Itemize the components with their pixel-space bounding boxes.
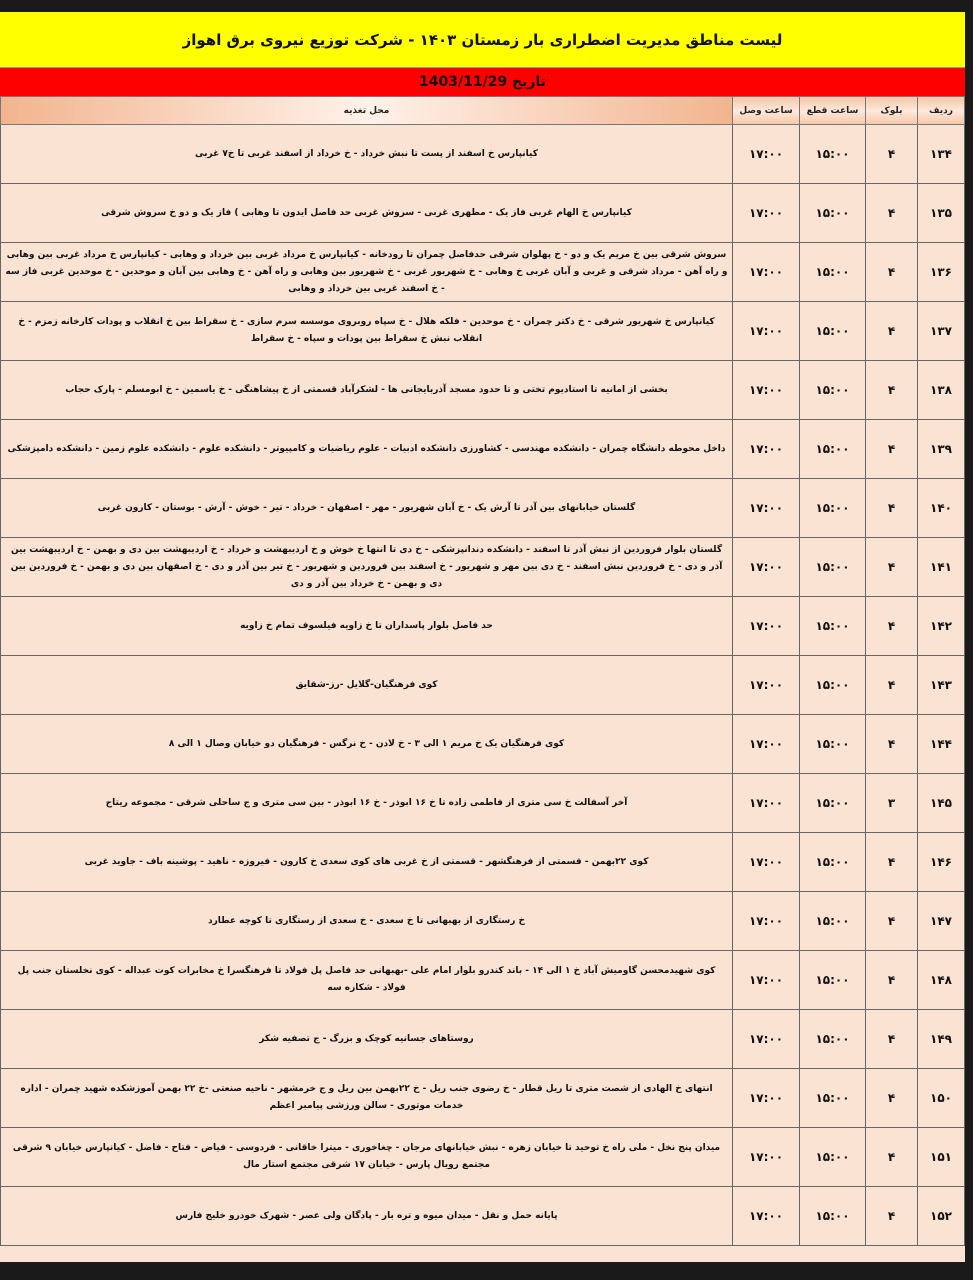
connect-time: ۱۷:۰۰ xyxy=(733,184,800,243)
location: گلستان خیابانهای بین آذر تا آرش یک - خ آبان شهریور - مهر - اصفهان - خرداد - تیر - خوش - آرش - بوستان - کارون غربی xyxy=(1,479,733,538)
schedule-sheet xyxy=(0,12,965,1262)
header-row-number: ردیف xyxy=(918,97,965,125)
table-row xyxy=(1,892,965,951)
block-number: ۳ xyxy=(866,774,918,833)
header-location: محل تغذیه xyxy=(1,97,733,125)
location: کوی فرهنگیان یک خ مریم ۱ الی ۳ - خ لادن - خ نرگس - فرهنگیان دو خیابان وصال ۱ الی ۸ xyxy=(1,715,733,774)
block-number: ۴ xyxy=(866,1010,918,1069)
cut-time: ۱۵:۰۰ xyxy=(800,892,866,951)
connect-time: ۱۷:۰۰ xyxy=(733,951,800,1010)
table-row xyxy=(1,833,965,892)
table-row xyxy=(1,715,965,774)
cut-time: ۱۵:۰۰ xyxy=(800,774,866,833)
block-number: ۴ xyxy=(866,892,918,951)
location: حد فاصل بلوار پاسداران تا خ زاویه فیلسوف تمام خ زاویه xyxy=(1,597,733,656)
connect-time: ۱۷:۰۰ xyxy=(733,656,800,715)
connect-time: ۱۷:۰۰ xyxy=(733,774,800,833)
block-number: ۴ xyxy=(866,243,918,302)
block-number: ۴ xyxy=(866,597,918,656)
location: کیانپارس خ شهریور شرقی - خ دکتر چمران - خ موحدین - فلکه هلال - خ سپاه روبروی موسسه سرم سازی - خ سقراط بین خ انقلاب و پودات کارخانه زمزم - خ انقلاب نبش خ سقراط بین پودات و سپاه - خ سقراط xyxy=(1,302,733,361)
location: کیانپارس خ اسفند از پست تا نبش خرداد - خ خرداد از اسفند غربی تا خ۷ غربی xyxy=(1,125,733,184)
location: داخل محوطه دانشگاه چمران - دانشکده مهندسی - کشاورزی دانشکده ادبیات - علوم ریاضیات و کامپیوتر - دانشکده علوم - دانشکده علوم زمین - دانشکده دامپزشکی xyxy=(1,420,733,479)
row-number: ۱۴۶ xyxy=(918,833,965,892)
table-row xyxy=(1,951,965,1010)
block-number: ۴ xyxy=(866,361,918,420)
location: میدان پنج نخل - ملی راه خ توحید تا خیابان زهره - نبش خیابانهای مرجان - چغاخوری - میترا خاقانی - فردوسی - فیاض - فتاح - فاضل - کیانپارس خیابان ۹ شرقی مجتمع رویال پارس - خیابان ۱۷ شرقی مجتمع استار مال xyxy=(1,1128,733,1187)
header-cut-time: ساعت قطع xyxy=(800,97,866,125)
connect-time: ۱۷:۰۰ xyxy=(733,1187,800,1246)
connect-time: ۱۷:۰۰ xyxy=(733,1128,800,1187)
table-row xyxy=(1,656,965,715)
table-row xyxy=(1,479,965,538)
row-number: ۱۵۲ xyxy=(918,1187,965,1246)
location: خ رستگاری از بهبهانی تا خ سعدی - خ سعدی از رستگاری تا کوچه عطارد xyxy=(1,892,733,951)
row-number: ۱۳۸ xyxy=(918,361,965,420)
location: سروش شرقی بین خ مریم یک و دو - خ پهلوان شرقی حدفاصل چمران تا رودخانه - کیانپارس خ مرداد غربی بین خرداد و وهابی - کیانپارس خ مرداد غربی بین وهابی و راه آهن - مرداد شرقی و غربی و آبان غربی خ وهابی - خ شهریور غربی - خ شهریور بین وهابی و راه آهن - خ وهابی بین آبان و موحدین - خ موحدین غربی فاز سه - خ اسفند غربی بین خرداد و وهابی xyxy=(1,243,733,302)
cut-time: ۱۵:۰۰ xyxy=(800,1187,866,1246)
table-row xyxy=(1,538,965,597)
block-number: ۴ xyxy=(866,656,918,715)
block-number: ۴ xyxy=(866,479,918,538)
connect-time: ۱۷:۰۰ xyxy=(733,538,800,597)
block-number: ۴ xyxy=(866,538,918,597)
block-number: ۴ xyxy=(866,1069,918,1128)
connect-time: ۱۷:۰۰ xyxy=(733,479,800,538)
cut-time: ۱۵:۰۰ xyxy=(800,479,866,538)
row-number: ۱۳۷ xyxy=(918,302,965,361)
table-row xyxy=(1,597,965,656)
row-number: ۱۴۵ xyxy=(918,774,965,833)
connect-time: ۱۷:۰۰ xyxy=(733,125,800,184)
connect-time: ۱۷:۰۰ xyxy=(733,361,800,420)
location: گلستان بلوار فروردین از نبش آذر تا اسفند - دانشکده دندانپزشکی - خ دی تا انتها خ خوش و خ اردیبهشت و خرداد - خ اردیبهشت بین دی و بهمن - خ اردیبهشت بین آذر و دی - خ فروردین نبش اسفند - خ دی بین مهر و شهریور - خ اسفند بین فروردین و شهریور - خ تیر بین آذر و دی - خ اصفهان بین دی و بهمن - خ فروردین بین دی و بهمن - خ خرداد بین آذر و دی xyxy=(1,538,733,597)
row-number: ۱۴۸ xyxy=(918,951,965,1010)
table-row xyxy=(1,420,965,479)
cut-time: ۱۵:۰۰ xyxy=(800,361,866,420)
block-number: ۴ xyxy=(866,951,918,1010)
cut-time: ۱۵:۰۰ xyxy=(800,1069,866,1128)
table-row xyxy=(1,184,965,243)
cut-time: ۱۵:۰۰ xyxy=(800,951,866,1010)
date-banner: تاریخ 1403/11/29 xyxy=(0,68,965,96)
cut-time: ۱۵:۰۰ xyxy=(800,125,866,184)
connect-time: ۱۷:۰۰ xyxy=(733,1069,800,1128)
connect-time: ۱۷:۰۰ xyxy=(733,892,800,951)
location: کوی شهیدمحسن گاومیش آباد خ ۱ الی ۱۴ - باند کندرو بلوار امام علی -بهبهانی حد فاصل پل فولاد تا فرهنگسرا خ مخابرات کوت عبداله - کوی نخلستان جنب پل فولاد - شکاره سه xyxy=(1,951,733,1010)
location: روستاهای جسانیه کوچک و بزرگ - ج تصفیه شکر xyxy=(1,1010,733,1069)
location: کیانپارس خ الهام غربی فاز یک - مطهری غربی - سروش غربی حد فاصل ایدون تا وهابی ) فاز یک و دو خ سروش شرقی xyxy=(1,184,733,243)
location: آخر آسفالت خ سی متری از فاطمی زاده تا خ ۱۶ ابوذر - خ ۱۶ ابوذر - بین سی متری و ج ساحلی شرقی - مجموعه ریتاج xyxy=(1,774,733,833)
row-number: ۱۴۹ xyxy=(918,1010,965,1069)
table-row xyxy=(1,243,965,302)
table-row xyxy=(1,1069,965,1128)
cut-time: ۱۵:۰۰ xyxy=(800,597,866,656)
table-row xyxy=(1,1010,965,1069)
row-number: ۱۴۰ xyxy=(918,479,965,538)
outage-table xyxy=(0,96,965,1246)
cut-time: ۱۵:۰۰ xyxy=(800,302,866,361)
row-number: ۱۳۶ xyxy=(918,243,965,302)
row-number: ۱۳۴ xyxy=(918,125,965,184)
block-number: ۴ xyxy=(866,184,918,243)
connect-time: ۱۷:۰۰ xyxy=(733,1010,800,1069)
cut-time: ۱۵:۰۰ xyxy=(800,715,866,774)
table-header xyxy=(1,97,965,125)
connect-time: ۱۷:۰۰ xyxy=(733,243,800,302)
page-title: لیست مناطق مدیریت اضطراری بار زمستان ۱۴۰۳ - شرکت توزیع نیروی برق اهواز xyxy=(0,12,965,68)
connect-time: ۱۷:۰۰ xyxy=(733,420,800,479)
location: کوی ۲۲بهمن - قسمتی از فرهنگشهر - قسمتی از خ غربی های کوی سعدی خ کارون - فیروزه - ناهید - پوشینه باف - جاوید غربی xyxy=(1,833,733,892)
cut-time: ۱۵:۰۰ xyxy=(800,833,866,892)
row-number: ۱۴۷ xyxy=(918,892,965,951)
row-number: ۱۴۴ xyxy=(918,715,965,774)
row-number: ۱۴۲ xyxy=(918,597,965,656)
cut-time: ۱۵:۰۰ xyxy=(800,656,866,715)
table-row xyxy=(1,774,965,833)
block-number: ۴ xyxy=(866,715,918,774)
block-number: ۴ xyxy=(866,125,918,184)
block-number: ۴ xyxy=(866,1187,918,1246)
row-number: ۱۵۰ xyxy=(918,1069,965,1128)
row-number: ۱۵۱ xyxy=(918,1128,965,1187)
cut-time: ۱۵:۰۰ xyxy=(800,243,866,302)
table-row xyxy=(1,1187,965,1246)
header-block: بلوک xyxy=(866,97,918,125)
cut-time: ۱۵:۰۰ xyxy=(800,1128,866,1187)
cut-time: ۱۵:۰۰ xyxy=(800,184,866,243)
connect-time: ۱۷:۰۰ xyxy=(733,833,800,892)
row-number: ۱۴۳ xyxy=(918,656,965,715)
connect-time: ۱۷:۰۰ xyxy=(733,597,800,656)
connect-time: ۱۷:۰۰ xyxy=(733,715,800,774)
header-connect-time: ساعت وصل xyxy=(733,97,800,125)
table-row xyxy=(1,302,965,361)
location: کوی فرهنگیان-گلایل -رز-شقایق xyxy=(1,656,733,715)
table-row xyxy=(1,1128,965,1187)
block-number: ۴ xyxy=(866,833,918,892)
table-row xyxy=(1,125,965,184)
location: بخشی از امانیه تا استادیوم تختی و تا حدود مسجد آذربایجانی ها - لشکرآباد قسمتی از خ پیشاهنگی - خ یاسمین - خ ابومسلم - پارک حجاب xyxy=(1,361,733,420)
location: پایانه حمل و نقل - میدان میوه و تره بار - پادگان ولی عصر - شهرک خودرو خلیج فارس xyxy=(1,1187,733,1246)
table-row xyxy=(1,361,965,420)
block-number: ۴ xyxy=(866,420,918,479)
row-number: ۱۴۱ xyxy=(918,538,965,597)
block-number: ۴ xyxy=(866,302,918,361)
location: انتهای خ الهادی از شصت متری تا ریل قطار - خ رضوی جنب ریل - خ ۲۲بهمن بین ریل و ج خرمشهر - ناحیه صنعتی -خ ۲۲ بهمن آموزشکده شهید چمران - اداره خدمات موتوری - سالن ورزشی پیامبر اعظم xyxy=(1,1069,733,1128)
row-number: ۱۳۹ xyxy=(918,420,965,479)
row-number: ۱۳۵ xyxy=(918,184,965,243)
cut-time: ۱۵:۰۰ xyxy=(800,1010,866,1069)
cut-time: ۱۵:۰۰ xyxy=(800,420,866,479)
connect-time: ۱۷:۰۰ xyxy=(733,302,800,361)
cut-time: ۱۵:۰۰ xyxy=(800,538,866,597)
block-number: ۴ xyxy=(866,1128,918,1187)
